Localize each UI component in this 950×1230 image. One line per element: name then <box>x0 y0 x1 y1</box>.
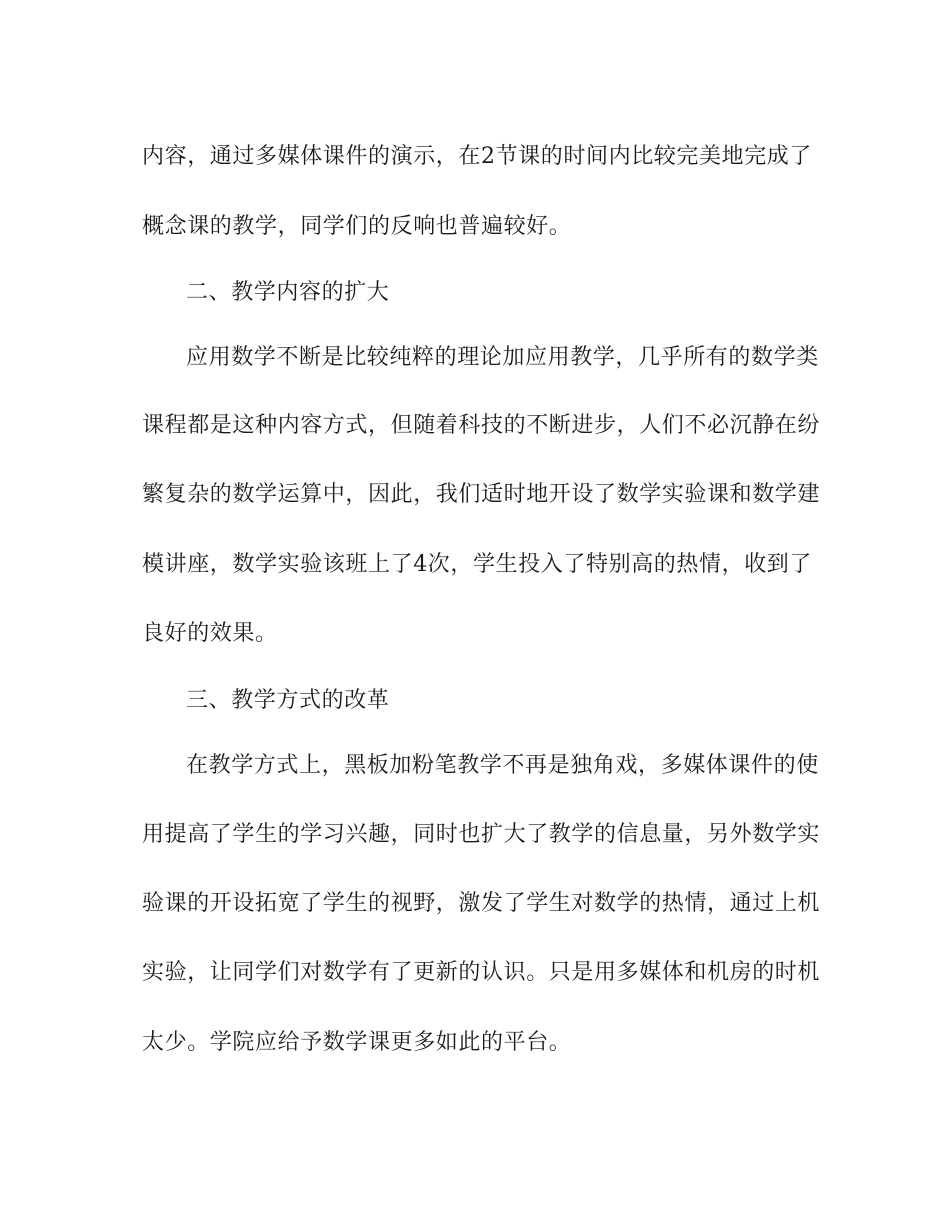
paragraph-line: 繁复杂的数学运算中，因此，我们适时地开设了数学实验课和数学建 <box>142 482 821 507</box>
paragraph-line: 验课的开设拓宽了学生的视野，激发了学生对数学的热情，通过上机 <box>142 891 821 916</box>
paragraph-line: 太少。学院应给予数学课更多如此的平台。 <box>142 1030 572 1055</box>
section-heading: 二、教学内容的扩大 <box>186 280 390 305</box>
paragraph-line: 实验，让同学们对数学有了更新的认识。只是用多媒体和机房的时机 <box>142 960 821 985</box>
paragraph-line: 概念课的教学，同学们的反响也普遍较好。 <box>142 214 572 239</box>
paragraph-line: 模讲座，数学实验该班上了4次，学生投入了特别高的热情，收到了 <box>142 552 812 577</box>
paragraph-line: 在教学方式上，黑板加粉笔教学不再是独角戏，多媒体课件的使 <box>186 753 819 778</box>
paragraph-line: 内容，通过多媒体课件的演示，在2节课的时间内比较完美地完成了 <box>142 144 812 169</box>
section-heading: 三、教学方式的改革 <box>186 688 390 713</box>
paragraph-line: 用提高了学生的学习兴趣，同时也扩大了教学的信息量，另外数学实 <box>142 822 821 847</box>
paragraph-line: 良好的效果。 <box>142 621 278 646</box>
paragraph-line: 应用数学不断是比较纯粹的理论加应用教学，几乎所有的数学类 <box>186 345 819 370</box>
paragraph-line: 课程都是这种内容方式，但随着科技的不断进步，人们不必沉静在纷 <box>142 413 821 438</box>
